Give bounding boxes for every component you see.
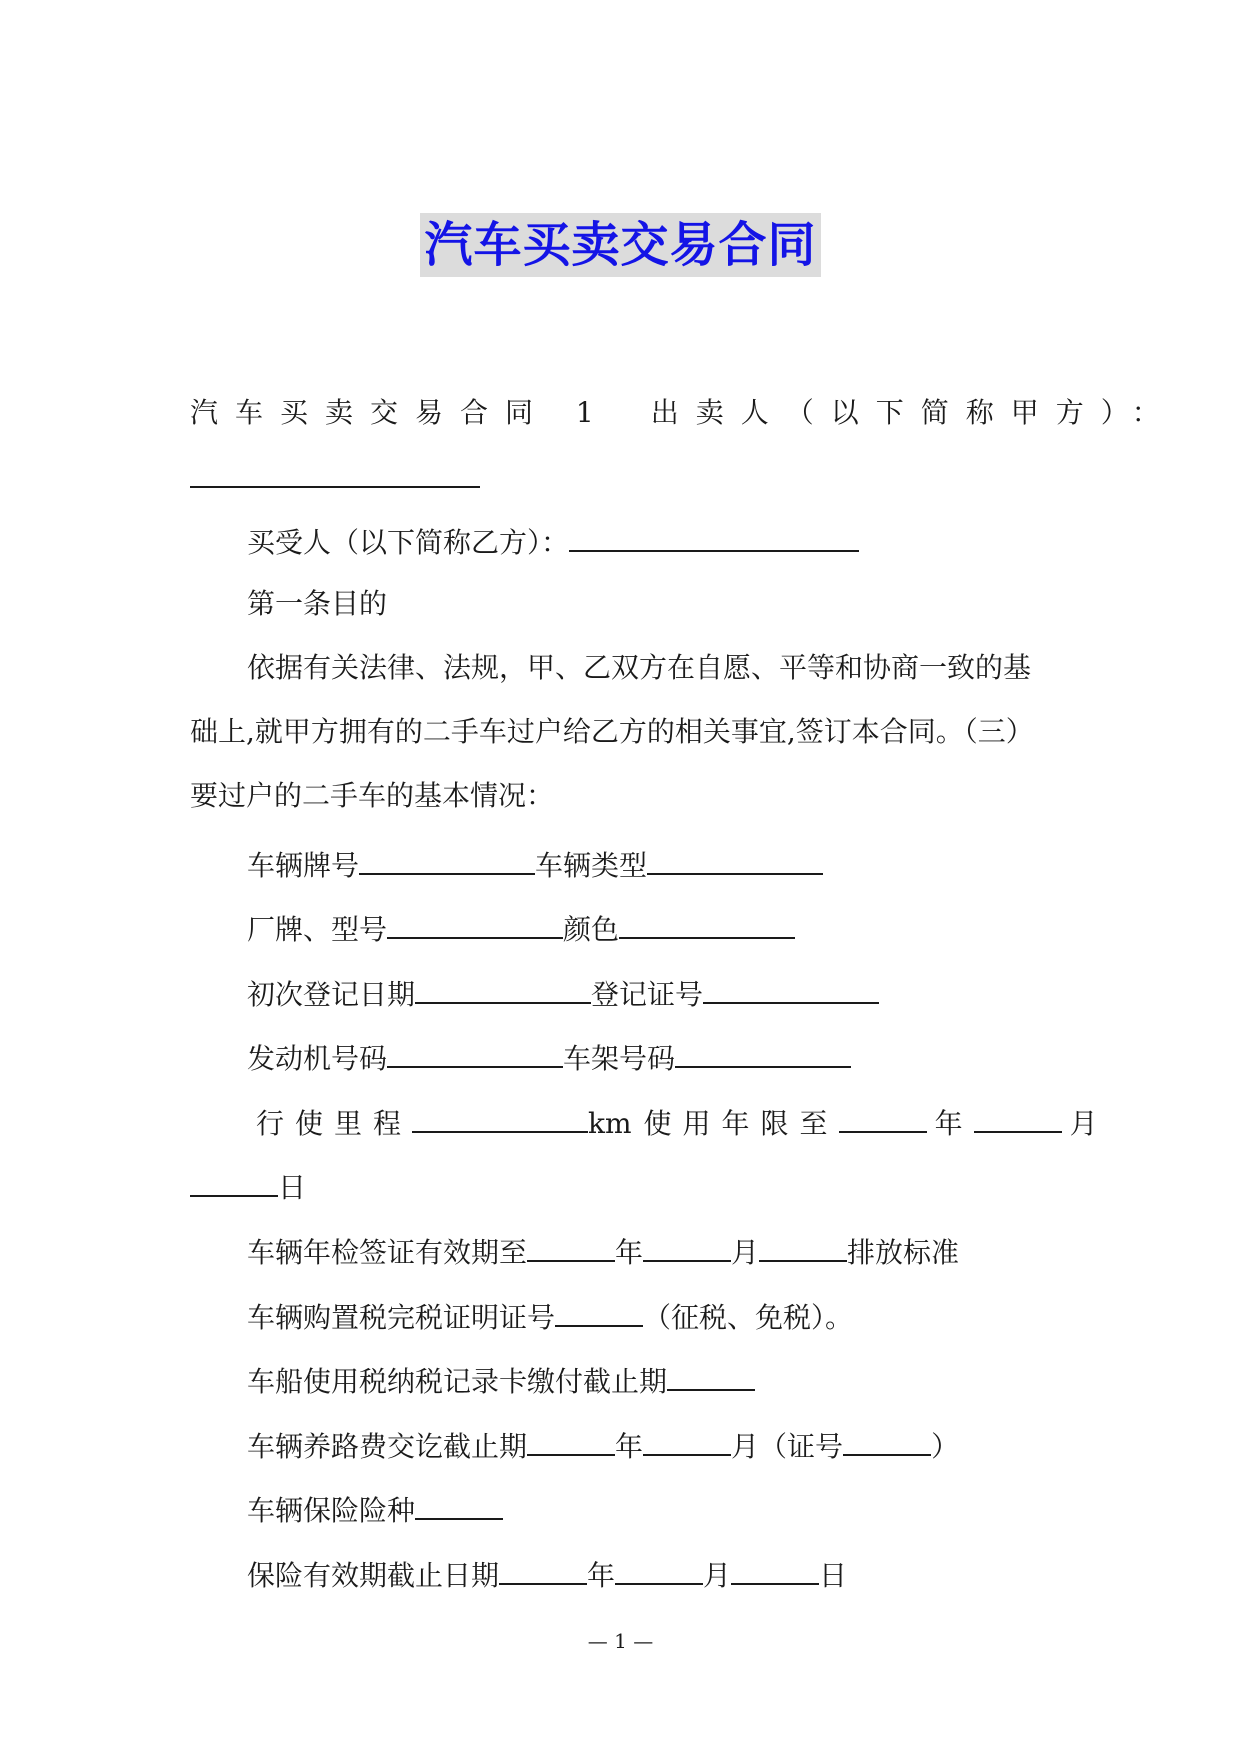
first-reg-date-label: 初次登记日期 [247,978,416,1011]
title-wrap [0,213,1241,277]
color-blank[interactable] [619,907,795,939]
insurance-expiry-line [247,1553,847,1596]
vehicle-type-label: 车辆类型 [535,849,648,882]
use-period-day-line [190,1165,306,1208]
reg-cert-no-label: 登记证号 [591,978,704,1011]
road-fee-month-label: 月 [731,1430,760,1463]
use-period-month-blank[interactable] [974,1101,1062,1133]
insurance-month-label: 月 [703,1559,732,1592]
cert-no-close: ） [931,1430,960,1463]
article1-line-2: 础上,就甲方拥有的二手车过户给乙方的相关事宜,签订本合同。（三） [190,715,1034,748]
frame-no-blank[interactable] [675,1036,851,1068]
inspection-month-label: 月 [731,1236,760,1269]
buyer-line [247,520,859,563]
road-fee-label: 车辆养路费交讫截止期 [247,1430,528,1463]
seller-label: 出卖人（以下简称甲方）： [650,396,1177,429]
inspection-month-blank[interactable] [643,1230,731,1262]
frame-no-label: 车架号码 [563,1042,676,1075]
insurance-type-line [247,1488,503,1531]
vessel-tax-line [247,1359,755,1402]
buyer-label: 买受人（以下简称乙方）： [247,526,570,559]
brand-model-label: 厂牌、型号 [247,913,388,946]
engine-no-blank[interactable] [387,1036,563,1068]
mileage-blank[interactable] [412,1101,588,1133]
insurance-type-blank[interactable] [415,1488,503,1520]
inspection-line [247,1230,959,1273]
mileage-unit: km [588,1107,632,1140]
buyer-name-blank[interactable] [569,520,859,552]
road-fee-cert-no-blank[interactable] [843,1424,931,1456]
use-period-day-blank[interactable] [190,1165,278,1197]
inspection-label: 车辆年检签证有效期至 [247,1236,528,1269]
road-fee-year-blank[interactable] [527,1424,615,1456]
article1-title: 第一条目的 [247,587,388,620]
insurance-month-blank[interactable] [615,1553,703,1585]
contract-number: 汽车买卖交易合同 1 [190,396,611,429]
engine-no-label: 发动机号码 [247,1042,388,1075]
purchase-tax-blank[interactable] [555,1295,643,1327]
plate-type-line [247,843,823,886]
tax-note: （征税、免税）。 [643,1301,854,1334]
brand-color-line [247,907,795,950]
use-period-year-label: 年 [934,1107,974,1140]
mileage-line [256,1101,1109,1144]
insurance-day-blank[interactable] [731,1553,819,1585]
mileage-label: 行使里程 [256,1107,413,1140]
emission-label: 排放标准 [847,1236,960,1269]
emission-blank[interactable] [759,1230,847,1262]
reg-cert-no-blank[interactable] [703,972,879,1004]
article1-line-3: 要过户的二手车的基本情况： [190,779,555,812]
color-label: 颜色 [563,913,620,946]
plate-label: 车辆牌号 [247,849,360,882]
plate-blank[interactable] [359,843,535,875]
inspection-year-label: 年 [615,1236,644,1269]
inspection-year-blank[interactable] [527,1230,615,1262]
article1-line-1: 依据有关法律、法规，甲、乙双方在自愿、平等和协商一致的基 [247,651,1032,684]
seller-name-blank[interactable] [190,456,480,488]
insurance-type-label: 车辆保险险种 [247,1494,416,1527]
road-fee-month-blank[interactable] [643,1424,731,1456]
insurance-day-label: 日 [819,1559,848,1592]
insurance-year-blank[interactable] [499,1553,587,1585]
vessel-tax-blank[interactable] [667,1359,755,1391]
use-period-label: 使用年限至 [643,1107,839,1140]
purchase-tax-label: 车辆购置税完税证明证号 [247,1301,556,1334]
vehicle-type-blank[interactable] [647,843,823,875]
cert-no-open: （证号 [759,1430,844,1463]
insurance-year-label: 年 [587,1559,616,1592]
engine-frame-line [247,1036,851,1079]
road-fee-line [247,1424,959,1467]
document-title: 汽车买卖交易合同 [420,213,820,277]
registration-line [247,972,879,1015]
brand-model-blank[interactable] [387,907,563,939]
road-fee-year-label: 年 [615,1430,644,1463]
use-period-day-label: 日 [278,1171,307,1204]
purchase-tax-line [247,1295,853,1338]
insurance-expiry-label: 保险有效期截止日期 [247,1559,500,1592]
vessel-tax-label: 车船使用税纳税记录卡缴付截止期 [247,1365,668,1398]
page-number: — 1 — [587,1629,654,1653]
heading-line [190,393,1177,433]
use-period-year-blank[interactable] [839,1101,927,1133]
first-reg-date-blank[interactable] [415,972,591,1004]
use-period-month-label: 月 [1069,1107,1109,1140]
seller-blank-line [190,456,480,499]
